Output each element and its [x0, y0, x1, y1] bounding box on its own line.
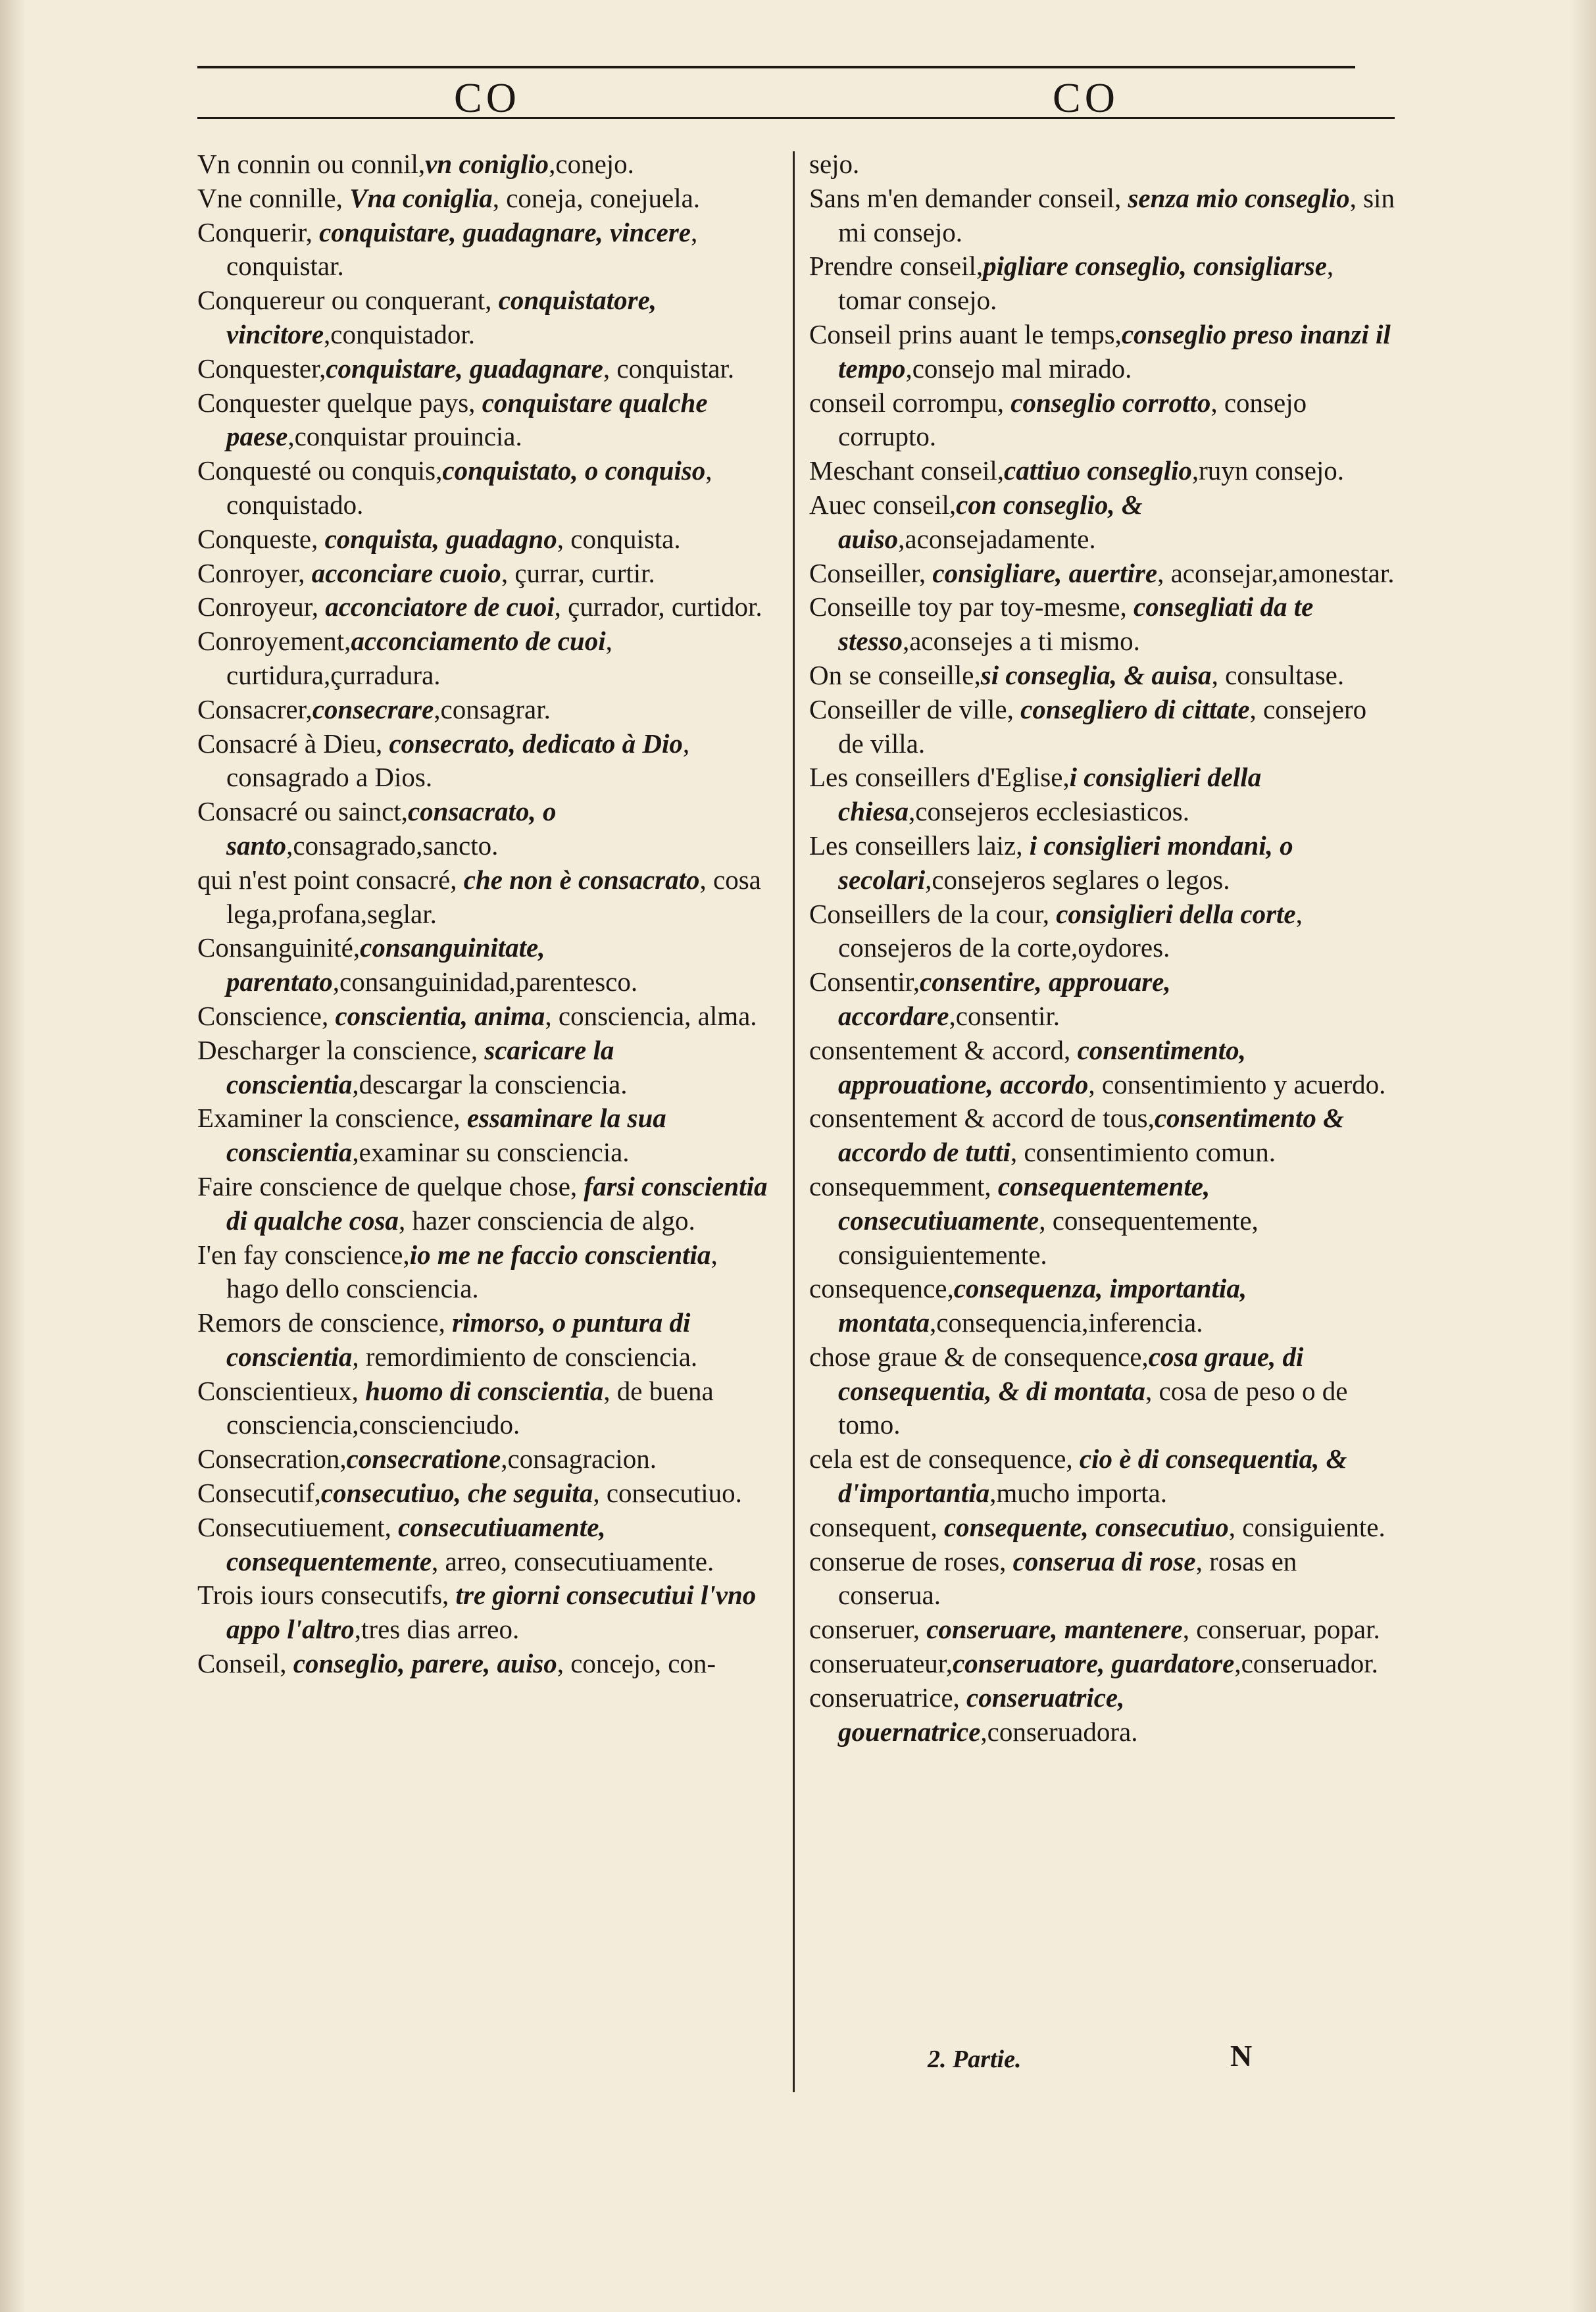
- italian-gloss: farsi conscientia di qualche cosa: [226, 1170, 768, 1236]
- spanish-gloss: ,consagrado,sancto.: [286, 830, 499, 861]
- spanish-gloss: , consejeros de la corte,oydores.: [838, 898, 1303, 963]
- spanish-gloss: , conquistado.: [226, 455, 712, 520]
- dictionary-entry: [809, 1647, 1395, 1681]
- italian-gloss: consiglieri della corte: [1056, 898, 1296, 929]
- french-headword: conseruatrice,: [809, 1682, 967, 1713]
- dictionary-entry: [197, 1238, 776, 1307]
- dictionary-entry: [197, 352, 776, 386]
- dictionary-entry: [809, 761, 1395, 829]
- french-headword: conseruateur,: [809, 1648, 953, 1679]
- spanish-gloss: ,consanguinidad,parentesco.: [332, 967, 638, 997]
- dictionary-entry: [197, 386, 776, 455]
- dictionary-entry: [809, 590, 1395, 659]
- spanish-gloss: , consejo corrupto.: [838, 387, 1307, 452]
- dictionary-entry: [197, 182, 776, 216]
- dictionary-entry: [197, 590, 776, 624]
- spanish-gloss: , sin mi consejo.: [838, 182, 1395, 247]
- french-headword: Conquester quelque pays,: [197, 387, 482, 418]
- spanish-gloss: , cosa lega,profana,seglar.: [226, 864, 761, 929]
- spanish-gloss: ,ruyn consejo.: [1191, 455, 1345, 486]
- italian-gloss: con conseglio, & auiso: [838, 489, 1143, 554]
- dictionary-entry: [197, 795, 776, 863]
- spanish-gloss: , consejero de villa.: [838, 693, 1367, 759]
- spanish-gloss: , aconsejar,amonestar.: [1157, 557, 1395, 588]
- spanish-gloss: , conseruar, popar.: [1182, 1614, 1380, 1645]
- french-headword: Conquereur ou conquerant,: [197, 285, 499, 316]
- italian-gloss: cattiuo conseglio: [1004, 455, 1192, 486]
- dictionary-entry: [809, 147, 1395, 182]
- french-headword: Consanguinité,: [197, 932, 361, 963]
- dictionary-entry: [809, 1681, 1395, 1749]
- spanish-gloss: , conquista.: [557, 523, 681, 554]
- italian-gloss: vn coniglio: [425, 149, 549, 179]
- french-headword: Conscientieux,: [197, 1375, 366, 1406]
- italian-gloss: che non è consacrato: [463, 864, 700, 895]
- right-column: [809, 147, 1395, 1749]
- dictionary-entry: [809, 1034, 1395, 1102]
- italian-gloss: conseglio preso inanzi il tempo: [838, 318, 1391, 384]
- spanish-gloss: , consequentemente, consiguientemente.: [838, 1205, 1259, 1270]
- italian-gloss: consegliati da te stesso: [838, 591, 1314, 657]
- spanish-gloss: ,conseruador.: [1234, 1648, 1378, 1679]
- spanish-gloss: , çurrar, curtir.: [501, 557, 655, 588]
- french-headword: Faire conscience de quelque chose,: [197, 1170, 584, 1201]
- italian-gloss: conseruare, mantenere: [926, 1614, 1183, 1645]
- italian-gloss: consecrare: [312, 693, 434, 724]
- french-headword: cela est de consequence,: [809, 1444, 1080, 1474]
- dictionary-entry: [197, 1034, 776, 1102]
- dictionary-entry: [809, 318, 1395, 386]
- italian-gloss: consecrato, dedicato à Dio: [389, 728, 683, 759]
- dictionary-entry: [197, 693, 776, 727]
- french-headword: Consecutiuement,: [197, 1511, 399, 1542]
- spanish-gloss: ,consagracion.: [501, 1444, 657, 1474]
- french-headword: Consacré ou sainct,: [197, 796, 408, 827]
- italian-gloss: consequente, consecutiuo: [943, 1511, 1229, 1542]
- french-headword: Conroyement,: [197, 626, 351, 657]
- top-rule: [197, 66, 1355, 68]
- spanish-gloss: ,aconsejes a ti mismo.: [902, 626, 1140, 657]
- italian-gloss: i consiglieri della chiesa: [838, 762, 1262, 827]
- french-headword: Prendre conseil,: [809, 251, 984, 282]
- dictionary-entry: [809, 1272, 1395, 1340]
- spanish-gloss: , curtidura,çurradura.: [226, 626, 612, 690]
- dictionary-entry: [809, 659, 1395, 693]
- spanish-gloss: , concejo, con-: [557, 1648, 716, 1679]
- running-head-left: CO: [454, 74, 520, 121]
- french-headword: Les conseillers d'Eglise,: [809, 762, 1070, 793]
- french-headword: conseruer,: [809, 1614, 927, 1645]
- dictionary-entry: [197, 1442, 776, 1476]
- italian-gloss: cio è di consequentia, & d'importantia: [838, 1444, 1347, 1509]
- dictionary-entry: [197, 1578, 776, 1647]
- french-headword: Consacrer,: [197, 693, 312, 724]
- italian-gloss: consentimento, approuatione, accordo: [838, 1034, 1246, 1099]
- dictionary-entry: [197, 147, 776, 182]
- dictionary-entry: [197, 216, 776, 284]
- italian-gloss: consanguinitate, parentato: [226, 932, 545, 997]
- italian-gloss: consecutiuo, che seguita: [320, 1478, 593, 1509]
- italian-gloss: essaminare la sua conscientia: [226, 1103, 666, 1168]
- italian-gloss: consecratione: [346, 1444, 501, 1474]
- french-headword: Conquester,: [197, 353, 326, 384]
- french-headword: conseil corrompu,: [809, 387, 1011, 418]
- spanish-gloss: , hago dello consciencia.: [226, 1239, 718, 1304]
- french-headword: Consecration,: [197, 1444, 347, 1474]
- french-headword: Sans m'en demander conseil,: [809, 182, 1128, 213]
- spanish-gloss: ,consejeros ecclesiasticos.: [909, 796, 1189, 827]
- french-headword: I'en fay conscience,: [197, 1239, 410, 1270]
- dictionary-entry: [809, 965, 1395, 1034]
- dictionary-entry: [197, 1647, 776, 1681]
- italian-gloss: acconciamento de cuoi: [351, 626, 606, 657]
- french-headword: Meschant conseil,: [809, 455, 1005, 486]
- dictionary-entry: [197, 1374, 776, 1443]
- italian-gloss: si conseglia, & auisa: [980, 659, 1212, 690]
- french-headword: Auec conseil,: [809, 489, 957, 520]
- italian-gloss: conquistato, o conquiso: [442, 455, 706, 486]
- spanish-gloss: ,aconsejadamente.: [898, 523, 1096, 554]
- french-headword: Consentir,: [809, 967, 920, 997]
- italian-gloss: consentire, approuare, accordare: [838, 967, 1171, 1031]
- spanish-gloss: ,mucho importa.: [989, 1478, 1167, 1509]
- italian-gloss: consequenza, importantia, montata: [838, 1273, 1247, 1338]
- italian-gloss: conquistare qualche paese: [226, 387, 708, 452]
- french-headword: consequent,: [809, 1511, 944, 1542]
- dictionary-entry: [197, 522, 776, 557]
- spanish-gloss: , tomar consejo.: [838, 251, 1334, 316]
- italian-gloss: consequentemente, consecutiuamente: [838, 1170, 1210, 1236]
- spanish-gloss: ,consejeros seglares o legos.: [925, 864, 1230, 895]
- spanish-gloss: , conquistar.: [603, 353, 735, 384]
- italian-gloss: consacrato, o santo: [226, 796, 557, 861]
- dictionary-entry: [809, 829, 1395, 897]
- french-headword: Conqueste,: [197, 523, 325, 554]
- italian-gloss: i consiglieri mondani, o secolari: [838, 830, 1293, 895]
- spanish-gloss: , consultase.: [1211, 659, 1345, 690]
- dictionary-entry: [197, 284, 776, 352]
- dictionary-entry: [809, 1613, 1395, 1647]
- spanish-gloss: , conquistar.: [226, 216, 698, 282]
- italian-gloss: conserua di rose: [1012, 1546, 1196, 1576]
- spanish-gloss: ,consagrar.: [434, 693, 551, 724]
- french-headword: consequemment,: [809, 1170, 998, 1201]
- spanish-gloss: , consiguiente.: [1228, 1511, 1385, 1542]
- french-headword: Consacré à Dieu,: [197, 728, 389, 759]
- italian-gloss: acconciare cuoio: [311, 557, 501, 588]
- dictionary-entry: [809, 557, 1395, 591]
- italian-gloss: conseruatrice, gouernatrice: [838, 1682, 1125, 1747]
- running-head-right: CO: [1053, 74, 1119, 121]
- dictionary-entry: [809, 488, 1395, 557]
- dictionary-entry: [197, 557, 776, 591]
- spanish-gloss: , consecutiuo.: [593, 1478, 742, 1509]
- french-headword: Conseiller,: [809, 557, 933, 588]
- spanish-gloss: ,conquistar prouincia.: [287, 421, 522, 452]
- italian-gloss: conseglio corrotto: [1010, 387, 1211, 418]
- italian-gloss: conseruatore, guardatore: [953, 1648, 1235, 1679]
- italian-gloss: huomo di conscientia: [365, 1375, 604, 1406]
- dictionary-entry: [197, 1476, 776, 1511]
- dictionary-entry: [197, 727, 776, 795]
- french-headword: Conseille toy par toy-mesme,: [809, 591, 1134, 622]
- part-label: 2. Partie.: [928, 2046, 1022, 2073]
- italian-gloss: conquistare, guadagnare: [326, 353, 603, 384]
- french-headword: chose graue & de consequence,: [809, 1341, 1149, 1372]
- italian-gloss: scaricare la conscientia: [226, 1034, 614, 1099]
- dictionary-entry: [809, 249, 1395, 318]
- dictionary-entry: [809, 386, 1395, 455]
- dictionary-entry: [197, 863, 776, 932]
- dictionary-entry: [197, 1170, 776, 1238]
- dictionary-entry: [809, 1442, 1395, 1511]
- french-headword: qui n'est point consacré,: [197, 864, 464, 895]
- french-headword: Vn connin ou connil,: [197, 149, 426, 179]
- spanish-gloss: , hazer consciencia de algo.: [398, 1205, 695, 1236]
- spanish-gloss: ,conejo.: [549, 149, 634, 179]
- italian-gloss: consigliare, auertire: [932, 557, 1158, 588]
- french-headword: Conseil,: [197, 1648, 293, 1679]
- french-headword: Conseillers de la cour,: [809, 898, 1057, 929]
- spanish-gloss: ,conquistador.: [324, 318, 476, 349]
- italian-gloss: io me ne faccio conscientia: [409, 1239, 711, 1270]
- spanish-gloss: , consciencia, alma.: [545, 1000, 757, 1031]
- italian-gloss: conquista, guadagno: [324, 523, 557, 554]
- dictionary-entry: [809, 1545, 1395, 1613]
- dictionary-entry: [197, 624, 776, 693]
- italian-gloss: senza mio conseglio: [1128, 182, 1350, 213]
- dictionary-entry: [809, 1101, 1395, 1170]
- french-headword: Conroyeur,: [197, 591, 326, 622]
- dictionary-entry: [809, 897, 1395, 966]
- french-headword: On se conseille,: [809, 659, 981, 690]
- spanish-gloss: , arreo, consecutiuamente.: [432, 1546, 714, 1576]
- spanish-gloss: , cosa de peso o de tomo.: [838, 1375, 1348, 1440]
- french-headword: Descharger la conscience,: [197, 1034, 485, 1065]
- column-divider: [793, 151, 795, 2092]
- french-headword: Conquesté ou conquis,: [197, 455, 443, 486]
- spanish-gloss: , remordimiento de consciencia.: [352, 1341, 698, 1372]
- spanish-gloss: ,descargar la consciencia.: [352, 1068, 628, 1099]
- spanish-gloss: , rosas en conserua.: [838, 1546, 1297, 1611]
- french-headword: Vne connille,: [197, 182, 350, 213]
- spanish-gloss: , consagrado a Dios.: [226, 728, 690, 793]
- dictionary-entry: [197, 931, 776, 999]
- spanish-gloss: , consentimiento comun.: [1010, 1137, 1276, 1168]
- dictionary-entry: [809, 182, 1395, 250]
- italian-gloss: consegliero di cittate: [1020, 693, 1250, 724]
- dictionary-entry: [197, 454, 776, 522]
- dictionary-entry: [197, 1511, 776, 1579]
- signature-mark: N: [1230, 2039, 1253, 2073]
- dictionary-entry: [197, 1306, 776, 1374]
- spanish-gloss: , coneja, conejuela.: [492, 182, 701, 213]
- italian-gloss: consentimento & accordo de tutti: [838, 1103, 1345, 1168]
- french-headword: Conroyer,: [197, 557, 312, 588]
- dictionary-entry: [809, 1170, 1395, 1272]
- spanish-gloss: ,examinar su consciencia.: [352, 1137, 630, 1168]
- french-headword: consentement & accord de tous,: [809, 1103, 1155, 1134]
- italian-gloss: tre giorni consecutiui l'vno appo l'altro: [226, 1580, 757, 1645]
- italian-gloss: conquistare, guadagnare, vincere: [319, 216, 691, 247]
- dictionary-entry: [809, 693, 1395, 761]
- french-headword: Examiner la conscience,: [197, 1103, 467, 1134]
- dictionary-entry: [809, 454, 1395, 488]
- italian-gloss: consecutiuamente, consequentemente: [226, 1511, 606, 1576]
- french-headword: consentement & accord,: [809, 1034, 1078, 1065]
- french-headword: Consecutif,: [197, 1478, 321, 1509]
- italian-gloss: pigliare conseglio, consigliarse: [983, 251, 1327, 282]
- dictionary-entry: [197, 1101, 776, 1170]
- french-headword: conserue de roses,: [809, 1546, 1013, 1576]
- dictionary-entry: [809, 1340, 1395, 1442]
- spanish-gloss: ,tres dias arreo.: [354, 1614, 520, 1645]
- french-headword: Conscience,: [197, 1000, 336, 1031]
- left-column: [197, 147, 776, 1681]
- italian-gloss: Vna coniglia: [349, 182, 493, 213]
- spanish-gloss: , consentimiento y acuerdo.: [1088, 1068, 1386, 1099]
- italian-gloss: conquistatore, vincitore: [226, 285, 657, 349]
- dictionary-entry: [809, 1511, 1395, 1545]
- french-headword: consequence,: [809, 1273, 954, 1304]
- header-rule: [197, 117, 1395, 119]
- french-headword: Conseiller de ville,: [809, 693, 1021, 724]
- dictionary-entry: [197, 999, 776, 1034]
- spanish-gloss: ,consentir.: [949, 1000, 1060, 1031]
- spanish-gloss: ,consequencia,inferencia.: [929, 1307, 1203, 1338]
- spanish-gloss: ,consejo mal mirado.: [905, 353, 1132, 384]
- french-headword: Les conseillers laiz,: [809, 830, 1030, 861]
- french-headword: Conquerir,: [197, 216, 320, 247]
- french-headword: Trois iours consecutifs,: [197, 1580, 456, 1611]
- italian-gloss: conseglio, parere, auiso: [293, 1648, 557, 1679]
- spanish-gloss: sejo.: [809, 149, 860, 179]
- italian-gloss: conscientia, anima: [335, 1000, 545, 1031]
- italian-gloss: rimorso, o puntura di conscientia: [226, 1307, 691, 1372]
- french-headword: Conseil prins auant le temps,: [809, 318, 1122, 349]
- italian-gloss: acconciatore de cuoi: [325, 591, 555, 622]
- spanish-gloss: , de buena consciencia,conscienciudo.: [226, 1375, 714, 1440]
- spanish-gloss: ,conseruadora.: [980, 1716, 1138, 1747]
- spanish-gloss: , çurrador, curtidor.: [554, 591, 762, 622]
- italian-gloss: cosa graue, di consequentia, & di montata: [838, 1341, 1304, 1406]
- french-headword: Remors de conscience,: [197, 1307, 453, 1338]
